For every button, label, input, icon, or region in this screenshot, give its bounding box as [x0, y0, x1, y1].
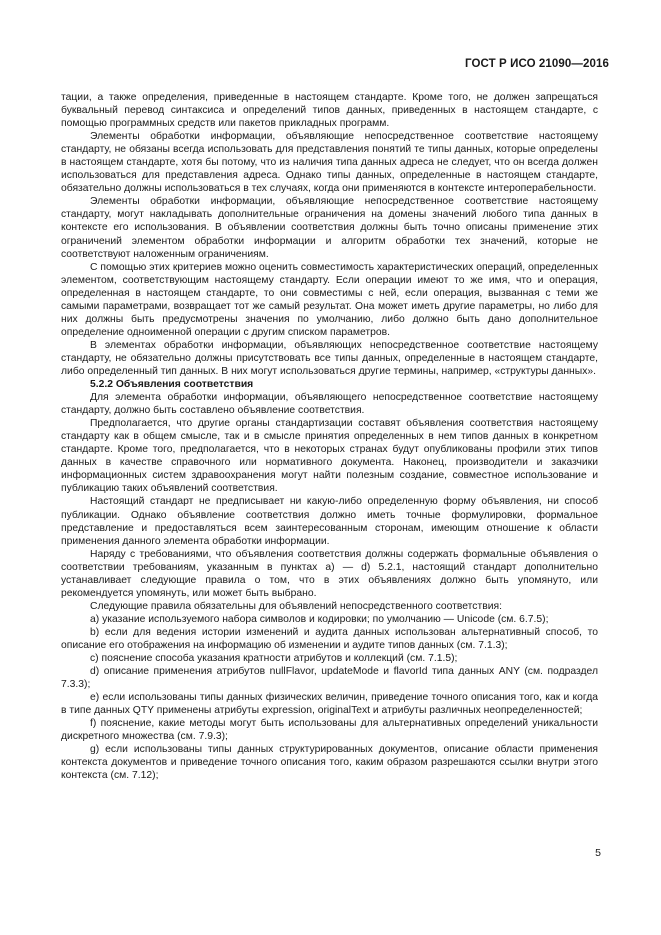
paragraph: Предполагается, что другие органы стандартизации составят объявления соответствия настоящему стандарту как в общем смысле, так и в смысле принятия определенных в нем типов данных в конкретном стандарте. Кроме того, предполагается, что в некоторых странах будут опубликованы профили этих типов данных в качестве справочного или нормативного документа. Наконец, производители и заказчики информационных систем здравоохранения могут найти полезным создание, совместное использование и публикацию таких объявлений соответствия. [61, 418, 598, 495]
paragraph: Элементы обработки информации, объявляющие непосредственное соответствие настоящему стандарту, не обязаны всегда использовать для представления понятий те типы данных, которые определены в настоящем стандарте, хотя бы потому, что из наличия типа данных адреса не следует, что он всегда должен использоваться для представления адреса. Однако типы данных, определенные в настоящем стандарте, обязательно должны использоваться в тех случаях, когда они применяются в контексте интероперабельности. [61, 131, 598, 195]
paragraph: Настоящий стандарт не предписывает ни какую-либо определенную форму объявления, ни способ публикации. Однако объявление соответствия должно иметь точные формулировки, формальное представление и предоставляться всем заинтересованным сторонам, имеющим отношение к области применения данного элемента обработки информации. [61, 496, 598, 547]
page-number: 5 [595, 847, 601, 859]
main-text [61, 91, 598, 782]
paragraph-continuation: тации, а также определения, приведенные в настоящем стандарте. Кроме того, не должен запрещаться буквальный перевод синтаксиса и определений типов данных, приведенных в настоящем стандарте, с помощью программных средств или пакетов прикладных программ. [61, 92, 598, 130]
list-item: e) если использованы типы данных физических величин, приведение точного описания того, как и когда в типе данных QTY применены атрибуты expression, originalText и атрибуты различных неопределенностей; [61, 692, 598, 717]
paragraph: Для элемента обработки информации, объявляющего непосредственное соответствие настоящему стандарту, должно быть составлено объявление соответствия. [61, 392, 598, 417]
list-item: c) пояснение способа указания кратности атрибутов и коллекций (см. 7.1.5); [90, 653, 458, 665]
document-header: ГОСТ Р ИСО 21090—2016 [464, 58, 609, 70]
list-item: d) описание применения атрибутов nullFlavor, updateMode и flavorId типа данных ANY (см. подраздел 7.3.3); [61, 666, 598, 691]
list-item: f) пояснение, какие методы могут быть использованы для альтернативных определений уникальности дискретного множества (см. 7.9.3); [61, 718, 598, 743]
paragraph: С помощью этих критериев можно оценить совместимость характеристических операций, определенных элементом, соответствующим настоящему стандарту. Если операции имеют то же имя, что и операция, определенная в настоящем стандарте, то они совместимы с ней, если операция, вызванная с теми же самыми параметрами, возвращает тот же самый результат. Она может иметь другие параметры, но либо для них должны быть предусмотрены значения по умолчанию, либо должно быть дано дополнительное определение одноименной операции с другим списком параметров. [61, 261, 598, 338]
paragraph: В элементах обработки информации, объявляющих непосредственное соответствие настоящему стандарту, не обязательно должны присутствовать все типы данных, определенные в настоящем стандарте, либо определенный тип данных. В них могут использоваться другие термины, например, «структуры данных». [61, 339, 598, 377]
paragraph: Следующие правила обязательны для объявлений непосредственного соответствия: [90, 600, 502, 612]
section-heading: 5.2.2 Объявления соответствия [90, 379, 254, 391]
paragraph: Наряду с требованиями, что объявления соответствия должны содержать формальные объявления о соответствии требованиям, указанным в пунктах a) — d) 5.2.1, настоящий стандарт дополнительно устанавливает следующие правила о том, что в этих объявлениях должно быть упомянуто, или рекомендуется упомянуть, или может быть выбрано. [61, 548, 598, 599]
paragraph: Элементы обработки информации, объявляющие непосредственное соответствие настоящему стандарту, могут накладывать дополнительные ограничения на домены значений любого типа данных в контексте его использования. В объявлении соответствия должны быть точно описаны применение этих ограничений элементом обработки информации и алгоритм обработки тех значений, которые не соответствуют наложенным ограничениям. [61, 196, 598, 260]
list-item: a) указание используемого набора символов и кодировки; по умолчанию — Unicode (см. 6.7.5); [90, 613, 549, 625]
list-item: g) если использованы типы данных структурированных документов, описание области применения контекста документов и приведение точного описания того, каким образом разрешаются ссылки внутри этого контекста (см. 7.12); [61, 744, 598, 782]
list-item: b) если для ведения истории изменений и аудита данных использован альтернативный способ, то описание его отображения на информацию об изменении и аудите типов данных (см. 7.1.3); [61, 626, 598, 651]
